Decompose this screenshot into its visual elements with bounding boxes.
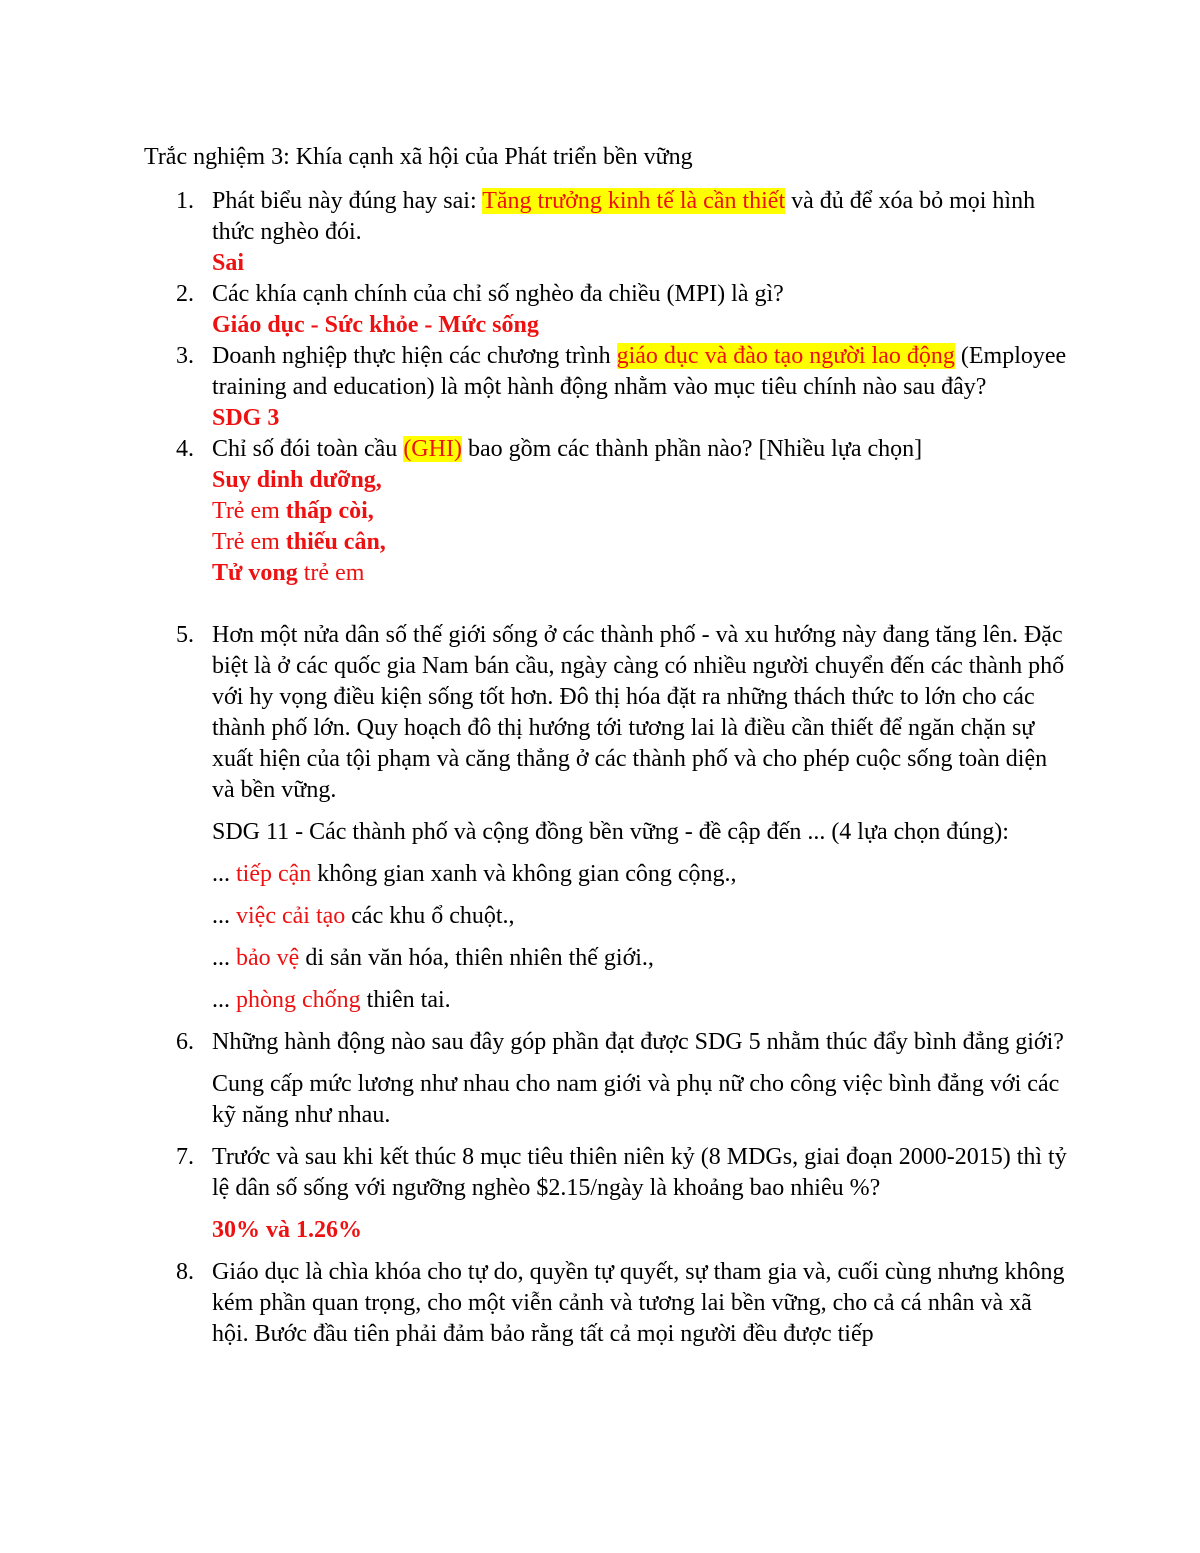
option-keyword: tiếp cận — [236, 861, 312, 887]
question-text-post: bao gồm các thành phần nào? [Nhiều lựa chọn] — [461, 436, 923, 462]
answer-option-2 — [212, 496, 1074, 527]
answer-option-3-bold: thiếu cân, — [285, 529, 386, 555]
question-list — [144, 186, 1074, 1350]
question-4 — [144, 434, 1074, 589]
question-text-pre: Phát biểu này đúng hay sai: — [212, 188, 483, 214]
question-text: Những hành động nào sau đây góp phần đạt được SDG 5 nhằm thúc đẩy bình đẳng giới? — [212, 1029, 1064, 1055]
answer-option-4-plain: trẻ em — [297, 560, 365, 586]
question-text-post: (Employee training and education) là một hành động nhằm vào mục tiêu chính nào sau đây? — [212, 343, 1067, 400]
highlighted-phrase: (GHI) — [403, 436, 462, 462]
question-1 — [144, 186, 1074, 279]
option-prefix: ... — [212, 987, 236, 1013]
highlighted-phrase: Tăng trưởng kinh tế là cần thiết — [482, 188, 786, 214]
answer: Cung cấp mức lương như nhau cho nam giới và phụ nữ cho công việc bình đẳng với các kỹ năng như nhau. — [212, 1071, 1060, 1128]
answer: SDG 3 — [212, 405, 280, 431]
answer-option — [212, 943, 1074, 974]
answer: Giáo dục - Sức khỏe - Mức sống — [212, 312, 539, 338]
question-6 — [144, 1027, 1074, 1131]
question-2 — [144, 279, 1074, 341]
question-number: 3. — [176, 343, 194, 369]
option-prefix: ... — [212, 861, 236, 887]
option-rest: di sản văn hóa, thiên nhiên thế giới., — [299, 945, 654, 971]
document-page — [144, 142, 1074, 1361]
question-text: Các khía cạnh chính của chỉ số nghèo đa chiều (MPI) là gì? — [212, 281, 784, 307]
question-number: 8. — [176, 1259, 194, 1285]
answer-option — [212, 985, 1074, 1016]
highlighted-phrase: giáo dục và đào tạo người lao động — [616, 343, 955, 369]
question-5 — [144, 620, 1074, 1016]
question-number: 6. — [176, 1029, 194, 1055]
question-text: Giáo dục là chìa khóa cho tự do, quyền tự quyết, sự tham gia và, cuối cùng nhưng không kém phần quan trọng, cho một viễn cảnh và tương lai bền vững, cho cả cá nhân và xã hội. Bước đầu tiên phải đảm bảo rằng tất cả mọi người đều được tiếp — [212, 1259, 1065, 1347]
option-prefix: ... — [212, 903, 236, 929]
question-text: SDG 11 - Các thành phố và cộng đồng bền vững - đề cập đến ... (4 lựa chọn đúng): — [212, 819, 1009, 845]
answer-option-3-plain: Trẻ em — [212, 529, 286, 555]
answer-option-4 — [212, 558, 1074, 589]
answer-option-1: Suy dinh dưỡng, — [212, 467, 382, 493]
question-text-pre: Doanh nghiệp thực hiện các chương trình — [212, 343, 617, 369]
question-number: 1. — [176, 188, 194, 214]
option-keyword: việc cải tạo — [236, 903, 346, 929]
question-number: 4. — [176, 436, 194, 462]
question-number: 2. — [176, 281, 194, 307]
question-text: Trước và sau khi kết thúc 8 mục tiêu thiên niên kỷ (8 MDGs, giai đoạn 2000-2015) thì tỷ lệ dân số sống với ngưỡng nghèo $2.15/ngày là khoảng bao nhiêu %? — [212, 1144, 1067, 1201]
answer-option-2-bold: thấp còi, — [285, 498, 374, 524]
question-text-pre: Chỉ số đói toàn cầu — [212, 436, 404, 462]
question-paragraph: Hơn một nửa dân số thế giới sống ở các thành phố - và xu hướng này đang tăng lên. Đặc biệt là ở các quốc gia Nam bán cầu, ngày càng có nhiều người chuyển đến các thành phố với hy vọng điều kiện sống tốt hơn. Đô thị hóa đặt ra những thách thức to lớn cho các thành phố lớn. Quy hoạch đô thị hướng tới tương lai là điều cần thiết để ngăn chặn sự xuất hiện của tội phạm và căng thẳng ở các thành phố và cho phép cuộc sống toàn diện và bền vững. — [212, 622, 1065, 803]
answer-option-2-plain: Trẻ em — [212, 498, 286, 524]
answer-option — [212, 901, 1074, 932]
option-keyword: phòng chống — [236, 987, 361, 1013]
question-3 — [144, 341, 1074, 434]
option-rest: không gian xanh và không gian công cộng., — [311, 861, 737, 887]
answer: Sai — [212, 250, 245, 276]
page-title: Trắc nghiệm 3: Khía cạnh xã hội của Phát triển bền vững — [144, 144, 693, 170]
option-keyword: bảo vệ — [236, 945, 300, 971]
answer-option-3 — [212, 527, 1074, 558]
answer-option-4-bold: Tử vong — [212, 560, 298, 586]
question-text-post: và đủ để xóa bỏ mọi hình thức nghèo đói. — [212, 188, 1036, 245]
option-rest: các khu ổ chuột., — [345, 903, 515, 929]
option-rest: thiên tai. — [360, 987, 451, 1013]
question-number: 5. — [176, 622, 194, 648]
option-prefix: ... — [212, 945, 236, 971]
question-7 — [144, 1142, 1074, 1246]
answer-option — [212, 859, 1074, 890]
question-number: 7. — [176, 1144, 194, 1170]
answer: 30% và 1.26% — [212, 1217, 362, 1243]
question-8 — [144, 1257, 1074, 1350]
